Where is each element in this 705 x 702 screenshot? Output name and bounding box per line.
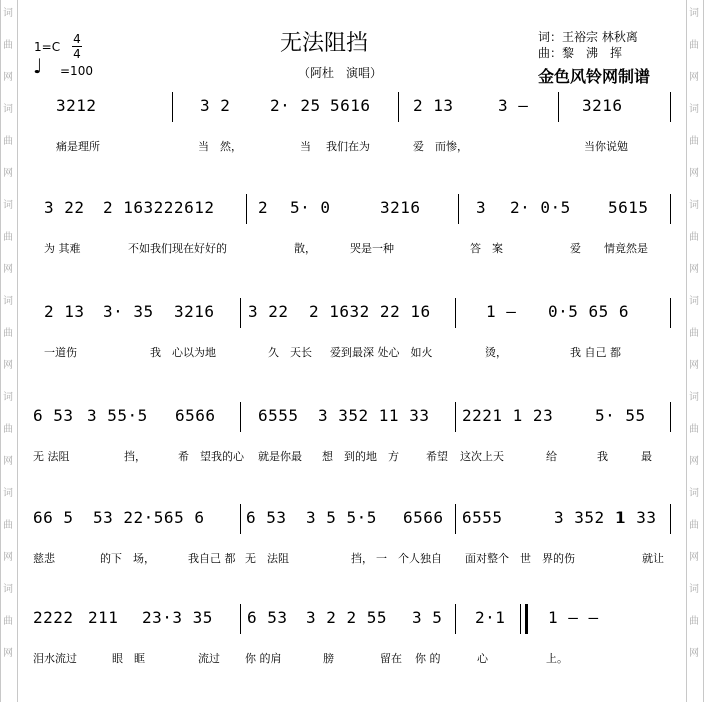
singer-credit: （阿杜 演唱） [298, 66, 383, 80]
barline [558, 92, 559, 122]
barline [240, 604, 241, 634]
barline [240, 402, 241, 432]
note-group: 3 5 [412, 608, 443, 627]
lyric-text: 我 心以为地 [150, 346, 216, 359]
watermark-glyph: 网 [689, 168, 699, 179]
watermark-glyph: 词 [3, 584, 13, 595]
watermark-glyph: 网 [689, 72, 699, 83]
watermark-glyph: 词 [689, 200, 699, 211]
note-group: 3 352 11 33 [318, 406, 430, 425]
note-group: 3 – [498, 96, 529, 115]
key-signature: 1=C [34, 40, 61, 54]
lyric-text: 你 的肩 [245, 652, 282, 665]
barline [455, 604, 456, 634]
note-group: 6 53 [33, 406, 74, 425]
note-group: 3 352 1 [554, 508, 625, 527]
watermark-glyph: 曲 [689, 520, 699, 531]
lyric-text: 我 自己 都 [570, 346, 621, 359]
note-group: 6555 [462, 508, 503, 527]
watermark-glyph: 曲 [3, 520, 13, 531]
lyric-text: 哭是一种 [350, 242, 394, 255]
lyric-text: 一道伤 [44, 346, 77, 359]
note-group: 6566 [175, 406, 216, 425]
lyric-text: 面对整个 [465, 552, 509, 565]
watermark-glyph: 曲 [3, 616, 13, 627]
watermark-glyph: 网 [3, 648, 13, 659]
watermark-glyph: 词 [3, 104, 13, 115]
note-group: 6566 [403, 508, 444, 527]
lyric-text: 痛是理所 [56, 140, 100, 153]
lyric-text: 烫， [485, 346, 507, 359]
note-group: 2222 [33, 608, 74, 627]
lyric-text: 挡， [124, 450, 146, 463]
note-group: 3· 35 [103, 302, 154, 321]
lyric-text: 想 到的地 方 [322, 450, 399, 463]
watermark-glyph: 词 [3, 200, 13, 211]
note-group: 3 22 [44, 198, 85, 217]
barline [670, 298, 671, 328]
lyricist-credit: 词：王裕宗 林秋离 [538, 30, 638, 44]
note-group: 1 – [486, 302, 517, 321]
note-group: 5· 0 [290, 198, 331, 217]
note-group: 2· 25 [270, 96, 321, 115]
note-group: 3 2 [200, 96, 231, 115]
note-group: 2 1632 22 16 [309, 302, 431, 321]
watermark-glyph: 词 [689, 296, 699, 307]
watermark-glyph: 网 [3, 72, 13, 83]
watermark-glyph: 曲 [689, 232, 699, 243]
lyric-text: 我 [597, 450, 608, 463]
barline [240, 504, 241, 534]
watermark-glyph: 曲 [3, 40, 13, 51]
watermark-glyph: 词 [3, 488, 13, 499]
watermark-glyph: 曲 [689, 424, 699, 435]
note-group: 3 [476, 198, 487, 217]
lyric-text: 世 界的伤 [520, 552, 575, 565]
watermark-glyph: 曲 [3, 424, 13, 435]
watermark-glyph: 曲 [689, 616, 699, 627]
lyric-text: 一 个人独自 [376, 552, 442, 565]
note-group: 5· 55 [595, 406, 646, 425]
quarter-note-icon: ♩ [33, 54, 43, 78]
lyric-text: 当你说勉 [584, 140, 628, 153]
lyric-text: 你 的 [415, 652, 441, 665]
watermark-glyph: 词 [3, 8, 13, 19]
watermark-glyph: 词 [689, 8, 699, 19]
note-group: 3216 [582, 96, 623, 115]
watermark-glyph: 词 [3, 296, 13, 307]
time-sig-top: 4 [73, 32, 81, 46]
note-group: 2 163222612 [103, 198, 215, 217]
lyric-text: 为 其难 [44, 242, 81, 255]
note-group: 3216 [380, 198, 421, 217]
watermark-glyph: 词 [689, 488, 699, 499]
lyric-text: 膀 [323, 652, 334, 665]
lyric-text: 我们在为 [326, 140, 370, 153]
watermark-glyph: 曲 [3, 328, 13, 339]
watermark-glyph: 网 [689, 264, 699, 275]
lyric-text: 的下 场， [100, 552, 155, 565]
note-group: 5616 [330, 96, 371, 115]
lyric-text: 久 天长 [268, 346, 312, 359]
tempo-marking: =100 [60, 64, 93, 78]
lyric-text: 不如我们现在好好的 [128, 242, 227, 255]
note-group: 2221 1 23 [462, 406, 554, 425]
lyric-text: 希 望我的心 [178, 450, 244, 463]
watermark-glyph: 网 [689, 648, 699, 659]
lyric-text: 给 [546, 450, 557, 463]
note-group: 66 5 [33, 508, 74, 527]
watermark-glyph: 词 [689, 392, 699, 403]
barline [455, 298, 456, 328]
note-group: 3 22 [248, 302, 289, 321]
score-maker: 金色风铃网制谱 [538, 67, 651, 86]
lyric-text: 当 [300, 140, 311, 153]
barline [670, 402, 671, 432]
note-group: 2·1 [475, 608, 506, 627]
barline [670, 92, 671, 122]
barline [398, 92, 399, 122]
barline [246, 194, 247, 224]
watermark-glyph: 曲 [689, 40, 699, 51]
note-group: 53 22·565 6 [93, 508, 205, 527]
note-group: 3212 [56, 96, 97, 115]
lyric-text: 挡， [351, 552, 373, 565]
barline [455, 504, 456, 534]
lyric-text: 爱到最深 处心 如火 [330, 346, 433, 359]
final-barline-thin [520, 604, 521, 634]
lyric-text: 无 法阻 [245, 552, 289, 565]
watermark-glyph: 曲 [689, 328, 699, 339]
note-group: 1 – – [548, 608, 599, 627]
note-group: 2 [258, 198, 269, 217]
lyric-text: 希望 [426, 450, 448, 463]
barline [172, 92, 173, 122]
barline [458, 194, 459, 224]
watermark-glyph: 网 [689, 456, 699, 467]
note-group: 2 13 [413, 96, 454, 115]
watermark-glyph: 网 [3, 552, 13, 563]
lyric-text: 答 案 [470, 242, 503, 255]
barline [670, 194, 671, 224]
watermark-glyph: 曲 [3, 232, 13, 243]
lyric-text: 爱 而惨， [413, 140, 468, 153]
note-group: 2 13 [44, 302, 85, 321]
lyric-text: 爱 [570, 242, 581, 255]
barline [240, 298, 241, 328]
lyric-text: 这次上天 [460, 450, 504, 463]
watermark-glyph: 曲 [689, 136, 699, 147]
time-signature [72, 32, 82, 61]
watermark-glyph: 网 [3, 456, 13, 467]
lyric-text: 情竟然是 [604, 242, 648, 255]
watermark-glyph: 词 [3, 392, 13, 403]
final-barline [525, 604, 528, 634]
barline [670, 504, 671, 534]
watermark-glyph: 网 [3, 360, 13, 371]
lyric-text: 散， [294, 242, 316, 255]
watermark-glyph: 词 [689, 584, 699, 595]
lyric-text: 流过 [198, 652, 220, 665]
lyric-text: 我自己 都 [188, 552, 236, 565]
watermark-glyph: 曲 [3, 136, 13, 147]
lyric-text: 无 法阻 [33, 450, 70, 463]
note-group: 3216 [174, 302, 215, 321]
watermark-glyph: 网 [689, 552, 699, 563]
lyric-text: 当 然， [198, 140, 242, 153]
note-group: 6 53 [247, 608, 288, 627]
lyric-text: 心 [477, 652, 488, 665]
lyric-text: 上。 [546, 652, 568, 665]
lyric-text: 最 [641, 450, 652, 463]
time-sig-bottom: 4 [73, 47, 81, 61]
note-group: 3 5 5·5 [306, 508, 377, 527]
watermark-glyph: 网 [3, 168, 13, 179]
watermark-glyph: 网 [689, 360, 699, 371]
lyric-text: 眼 眶 [112, 652, 145, 665]
watermark-glyph: 词 [689, 104, 699, 115]
note-group: 6555 [258, 406, 299, 425]
lyric-text: 留在 [380, 652, 402, 665]
lyric-text: 就让 [642, 552, 664, 565]
note-group: 211 [88, 608, 119, 627]
lyric-text: 慈悲 [33, 552, 55, 565]
note-group: 2· 0·5 [510, 198, 571, 217]
note-group: 23·3 35 [142, 608, 213, 627]
composer-credit: 曲：黎 沸 挥 [538, 46, 623, 60]
note-group: 1 33 [616, 508, 657, 527]
note-group: 6 53 [246, 508, 287, 527]
lyric-text: 泪水流过 [33, 652, 77, 665]
lyric-text: 就是你最 [258, 450, 302, 463]
song-title: 无法阻挡 [280, 31, 369, 56]
note-group: 5615 [608, 198, 649, 217]
barline [455, 402, 456, 432]
note-group: 3 2 2 55 [306, 608, 388, 627]
note-group: 3 55·5 [87, 406, 148, 425]
watermark-glyph: 网 [3, 264, 13, 275]
note-group: 0·5 65 6 [548, 302, 630, 321]
